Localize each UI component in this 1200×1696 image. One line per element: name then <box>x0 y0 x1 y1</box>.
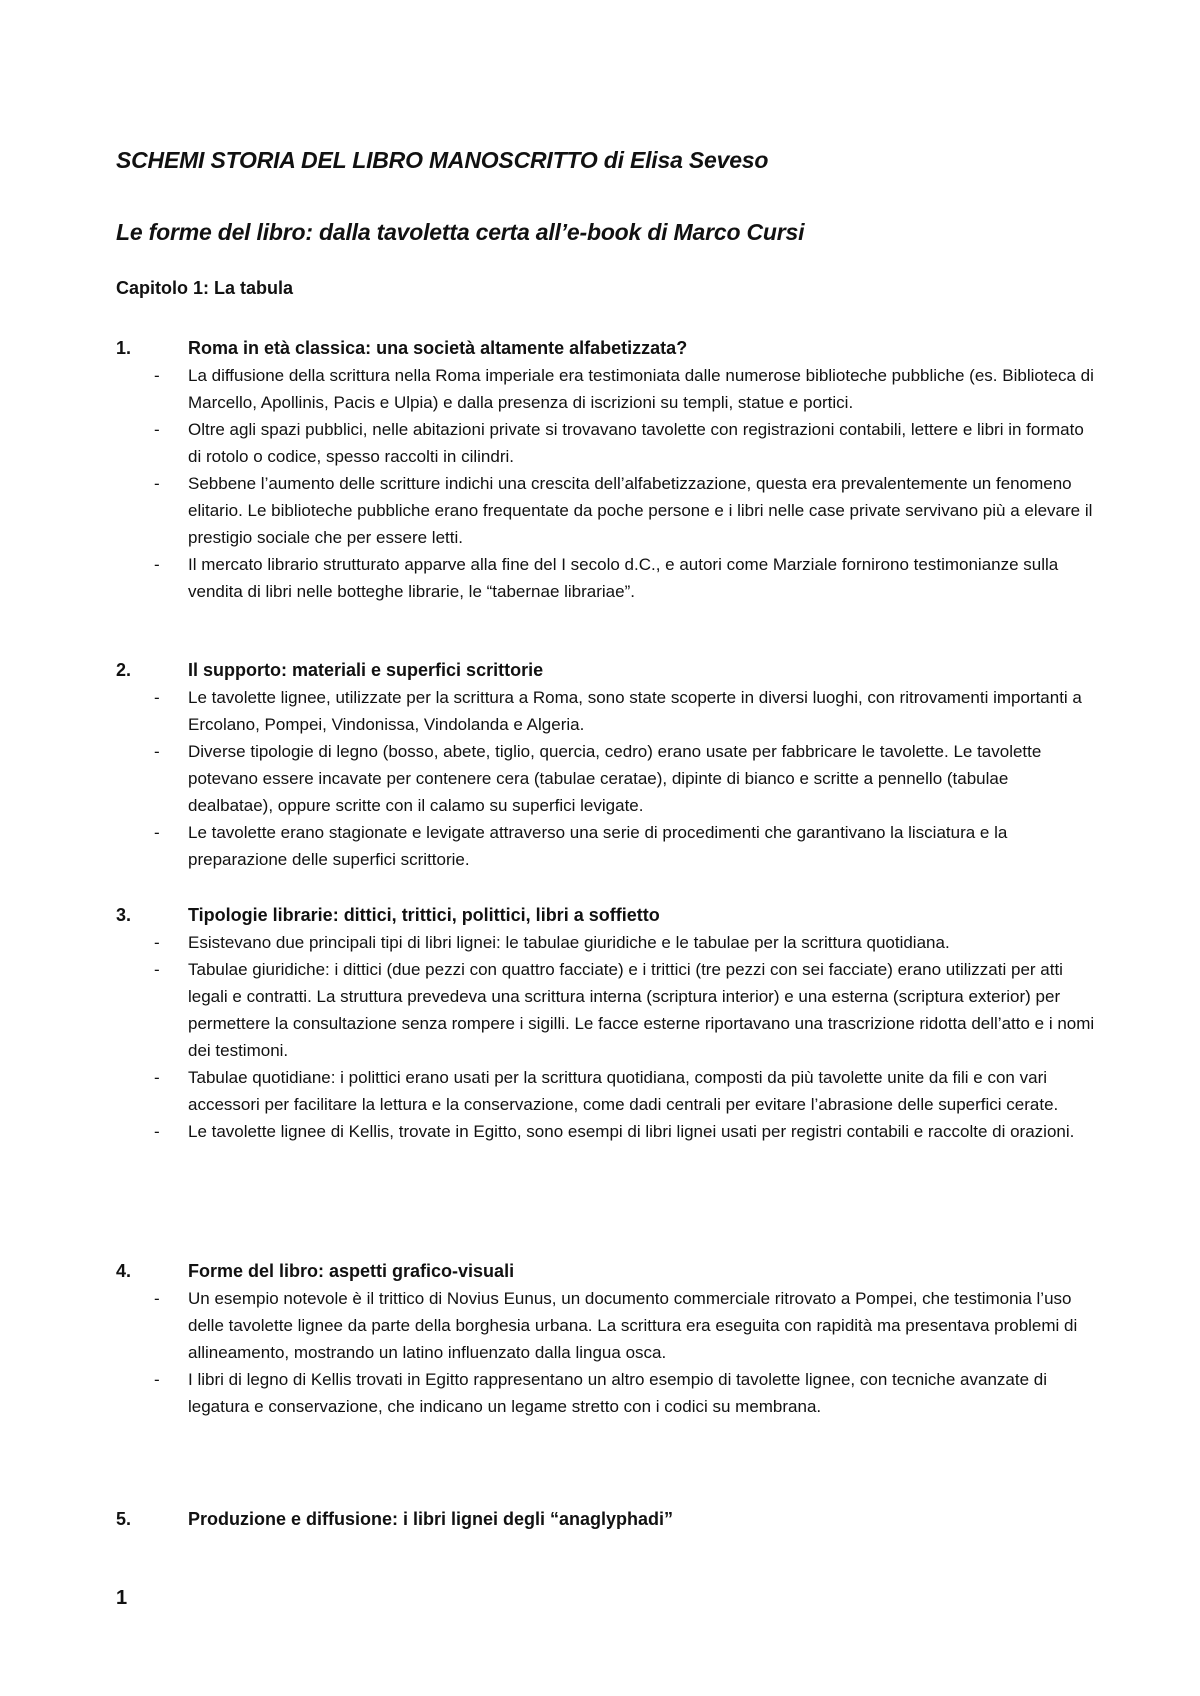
section-heading <box>116 901 1096 929</box>
section-title: Produzione e diffusione: i libri lignei degli “anaglyphadi” <box>188 1509 674 1529</box>
book-title: Le forme del libro: dalla tavoletta certa all’e-book di Marco Cursi <box>116 219 805 245</box>
bullet-list <box>116 929 1096 1145</box>
bullet-dash: - <box>154 555 160 574</box>
section-4 <box>116 1257 1096 1420</box>
bullet-text: Sebbene l’aumento delle scritture indichi una crescita dell’alfabetizzazione, questa era prevalentemente un fenomeno elitario. Le biblioteche pubbliche erano frequentate da poche persone e i libri nelle case private servivano più a elevare il prestigio sociale che per essere letti. <box>188 474 1093 547</box>
section-heading <box>116 334 1096 362</box>
chapter-heading: Capitolo 1: La tabula <box>116 278 294 298</box>
bullet-dash: - <box>154 1068 160 1087</box>
bullet-item <box>116 551 1096 605</box>
section-title: Roma in età classica: una società altamente alfabetizzata? <box>188 338 688 358</box>
bullet-dash: - <box>154 366 160 385</box>
section-heading <box>116 1505 1096 1533</box>
bullet-item <box>116 1064 1096 1118</box>
bullet-item <box>116 929 1096 956</box>
bullet-text: Oltre agli spazi pubblici, nelle abitazioni private si trovavano tavolette con registrazioni contabili, lettere e libri in formato di rotolo o codice, spesso raccolti in cilindri. <box>188 420 1084 466</box>
bullet-dash: - <box>154 960 160 979</box>
section-5 <box>116 1505 1096 1533</box>
bullet-dash: - <box>154 1289 160 1308</box>
bullet-dash: - <box>154 742 160 761</box>
bullet-text: Tabulae giuridiche: i dittici (due pezzi con quattro facciate) e i trittici (tre pezzi con sei facciate) erano utilizzati per atti legali e contratti. La struttura prevedeva una scrittura interna (scriptura interior) e una esterna (scriptura exterior) per permettere la consultazione senza rompere i sigilli. Le facce esterne riportavano una trascrizione ridotta dell’atto e i nomi dei testimoni. <box>188 960 1095 1060</box>
section-number: 3. <box>116 905 132 925</box>
section-1 <box>116 334 1096 605</box>
bullet-item <box>116 738 1096 819</box>
bullet-text: Tabulae quotidiane: i polittici erano usati per la scrittura quotidiana, composti da più tavolette unite da fili e con vari accessori per facilitare la lettura e la conservazione, come dadi centrali per evitare l’abrasione delle superfici cerate. <box>188 1068 1059 1114</box>
bullet-text: Il mercato librario strutturato apparve alla fine del I secolo d.C., e autori come Marziale fornirono testimonianze sulla vendita di libri nelle botteghe librarie, le “tabernae librariae”. <box>188 555 1059 601</box>
section-heading <box>116 656 1096 684</box>
bullet-text: Le tavolette lignee, utilizzate per la scrittura a Roma, sono state scoperte in diversi luoghi, con ritrovamenti importanti a Ercolano, Pompei, Vindonissa, Vindolanda e Algeria. <box>188 688 1082 734</box>
bullet-text: Le tavolette erano stagionate e levigate attraverso una serie di procedimenti che garantivano la lisciatura e la preparazione delle superfici scrittorie. <box>188 823 1008 869</box>
bullet-text: La diffusione della scrittura nella Roma imperiale era testimoniata dalle numerose biblioteche pubbliche (es. Biblioteca di Marcello, Apollinis, Pacis e Ulpia) e dalla presenza di iscrizioni su templi, statue e portici. <box>188 366 1094 412</box>
section-title: Il supporto: materiali e superfici scrittorie <box>188 660 544 680</box>
bullet-text: Esistevano due principali tipi di libri lignei: le tabulae giuridiche e le tabulae per la scrittura quotidiana. <box>188 933 950 952</box>
page-number: 1 <box>116 1587 128 1609</box>
bullet-list <box>116 684 1096 873</box>
bullet-text: Le tavolette lignee di Kellis, trovate in Egitto, sono esempi di libri lignei usati per registri contabili e raccolte di orazioni. <box>188 1122 1075 1141</box>
section-number: 2. <box>116 660 132 680</box>
bullet-dash: - <box>154 823 160 842</box>
section-title: Forme del libro: aspetti grafico-visuali <box>188 1261 515 1281</box>
bullet-list <box>116 362 1096 605</box>
bullet-item <box>116 956 1096 1064</box>
bullet-item <box>116 1285 1096 1366</box>
bullet-list <box>116 1285 1096 1420</box>
bullet-dash: - <box>154 1122 160 1141</box>
bullet-dash: - <box>154 420 160 439</box>
bullet-dash: - <box>154 933 160 952</box>
bullet-text: I libri di legno di Kellis trovati in Egitto rappresentano un altro esempio di tavolette lignee, con tecniche avanzate di legatura e conservazione, che indicano un legame stretto con i codici su membrana. <box>188 1370 1048 1416</box>
bullet-text: Diverse tipologie di legno (bosso, abete, tiglio, quercia, cedro) erano usate per fabbricare le tavolette. Le tavolette potevano essere incavate per contenere cera (tabulae ceratae), dipinte di bianco e scritte a pennello (tabulae dealbatae), oppure scritte con il calamo su superfici levigate. <box>188 742 1042 815</box>
bullet-item <box>116 362 1096 416</box>
section-heading <box>116 1257 1096 1285</box>
bullet-item <box>116 1118 1096 1145</box>
section-number: 1. <box>116 338 132 358</box>
bullet-item <box>116 819 1096 873</box>
section-3 <box>116 901 1096 1145</box>
bullet-item <box>116 1366 1096 1420</box>
document-title: SCHEMI STORIA DEL LIBRO MANOSCRITTO di Elisa Seveso <box>116 147 769 173</box>
bullet-text: Un esempio notevole è il trittico di Novius Eunus, un documento commerciale ritrovato a Pompei, che testimonia l’uso delle tavolette lignee da parte della borghesia urbana. La scrittura era eseguita con rapidità ma presentava problemi di allineamento, mostrando un latino influenzato dalla lingua osca. <box>188 1289 1078 1362</box>
section-title: Tipologie librarie: dittici, trittici, polittici, libri a soffietto <box>188 905 660 925</box>
section-number: 4. <box>116 1261 132 1281</box>
section-number: 5. <box>116 1509 132 1529</box>
bullet-dash: - <box>154 474 160 493</box>
bullet-item <box>116 684 1096 738</box>
bullet-dash: - <box>154 1370 160 1389</box>
bullet-item <box>116 470 1096 551</box>
bullet-item <box>116 416 1096 470</box>
bullet-dash: - <box>154 688 160 707</box>
section-2 <box>116 656 1096 873</box>
